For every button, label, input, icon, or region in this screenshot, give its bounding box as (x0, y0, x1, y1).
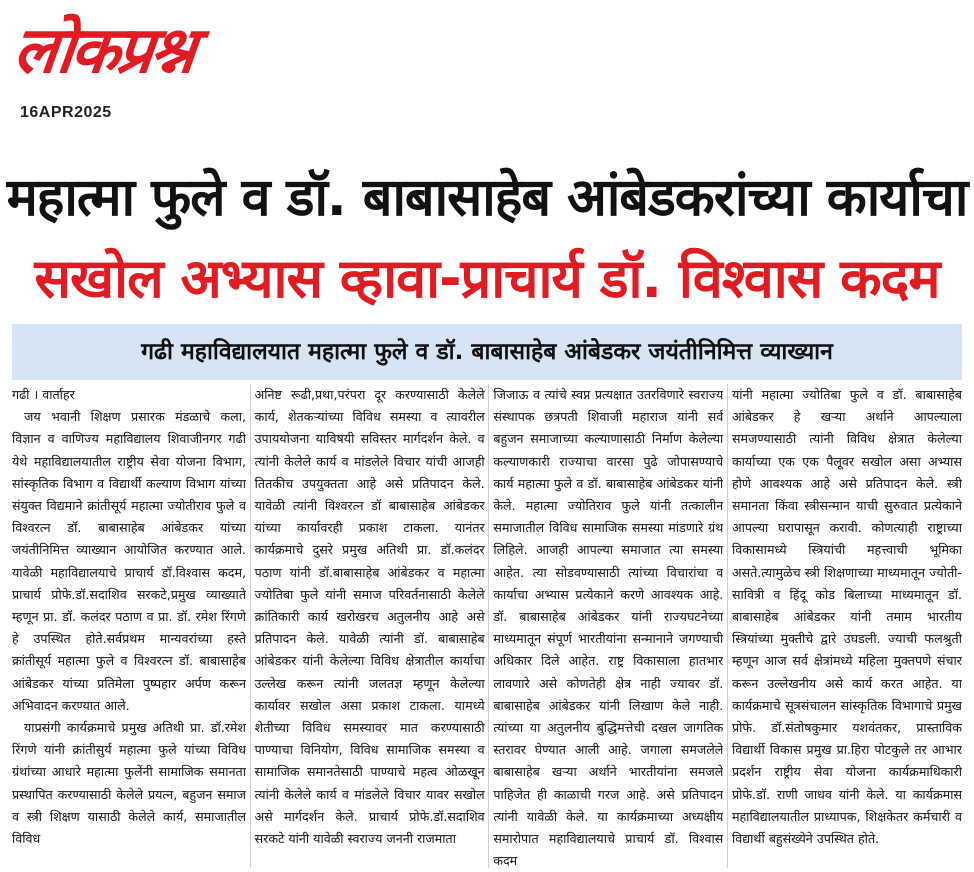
article-column-2 (250, 384, 485, 868)
article-body (12, 384, 962, 868)
article-paragraph: अनिष्ट रूढी,प्रथा,परंपरा दूर करण्यासाठी केलेले कार्य, शेतकऱ्यांच्या विविध समस्या व त्यावरील उपाययोजना याविषयी सविस्तर मार्गदर्शन केले. व त्यांनी केलेले कार्य व मांडलेले विचार यांची आजही तितकीच उपयुक्तता आहे असे प्रतिपादन केले. यावेळी त्यांनी विश्वरत्न डॉ बाबासाहेब आंबेडकर यांच्या कार्यावरही प्रकाश टाकला. यानंतर कार्यक्रमाचे दुसरे प्रमुख अतिथी प्रा. डॉ.कलंदर पठाण यांनी डॉ.बाबासाहेब आंबेडकर व महात्मा ज्योतिबा फुले यांनी समाज परिवर्तनासाठी केलेले क्रांतिकारी कार्य खरोखरच अतुलनीय आहे असे प्रतिपादन केले. यावेळी त्यांनी डॉ. बाबासाहेब आंबेडकर यांनी केलेल्या विविध क्षेत्रातील कार्याचा उल्लेख करून त्यांनी जलतज्ञ म्हणून केलेल्या कार्यावर सखोल असा प्रकाश टाकला. यामध्ये शेतीच्या विविध समस्यावर मात करण्यासाठी पाण्याचा विनियोग, विविध सामाजिक समस्या व सामाजिक समानतेसाठी पाण्याचे महत्व ओळखून त्यांनी केलेले कार्य व मांडलेले विचार यावर सखोल असे मार्गदर्शन केले. प्राचार्य प्रोफे.डॉ.सदाशिव सरकटे यांनी यावेळी स्वराज्य जननी राजमाता (254, 387, 485, 847)
dateline: गढी । वार्ताहर (12, 387, 75, 402)
newspaper-logo: लोकप्रश्न (10, 14, 197, 88)
headline-line-1: महात्मा फुले व डॉ. बाबासाहेब आंबेडकरांच्या कार्याचा (6, 168, 968, 228)
article-paragraph: जय भवानी शिक्षण प्रसारक मंडळाचे कला, विज्ञान व वाणिज्य महाविद्यालय शिवाजीनगर गढी येथे महाविद्यालयातील राष्ट्रीय सेवा योजना विभाग, सांस्कृतिक विभाग व विद्यार्थी कल्याण विभाग यांच्या संयुक्त विद्यमाने क्रांतीसूर्य महात्मा ज्योतीराव फुले व विश्वरत्न डॉ. बाबासाहेब आंबेडकर यांच्या जयंतीनिमित्त व्याख्यान आयोजित करण्यात आले. यावेळी महाविद्यालयाचे प्राचार्य डॉ.विश्वास कदम, प्राचार्य प्रोफे.डॉ.सदाशिव सरकटे,प्रमुख व्याख्याते म्हणून प्रा. डॉ. कलंदर पठाण व प्रा. डॉ. रमेश रिंगणे हे उपस्थित होते.सर्वप्रथम मान्यवरांच्या हस्ते क्रांतीसूर्य महात्मा फुले व विश्वरत्न डॉ. बाबासाहेब आंबेडकर यांच्या प्रतिमेला पुष्पहार अर्पण करून अभिवादन करण्यात आले. (12, 409, 246, 713)
article-column-3 (488, 384, 723, 868)
headline-line-2: सखोल अभ्यास व्हावा-प्राचार्य डॉ. विश्वास कदम (34, 247, 940, 310)
subheadline: गढी महाविद्यालयात महात्मा फुले व डॉ. बाबासाहेब आंबेडकर जयंतीनिमित्त व्याख्यान (12, 324, 962, 380)
article-column-1 (12, 384, 246, 868)
article-column-4 (727, 384, 962, 868)
edition-date: 16APR2025 (20, 104, 112, 121)
article-paragraph: यांनी महात्मा ज्योतिबा फुले व डॉ. बाबासाहेब आंबेडकर हे खऱ्या अर्थाने आपल्याला समजण्यासाठी त्यांनी विविध क्षेत्रात केलेल्या कार्याच्या एक एक पैलूवर सखोल असा अभ्यास होणे आवश्यक आहे असे प्रतिपादन केले. स्त्री समानता किंवा स्त्रीसन्मान याची सुरुवात प्रत्येकाने आपल्या घरापासून करावी. कोणत्याही राष्ट्राच्या विकासामध्ये स्त्रियांची महत्त्वाची भूमिका असते.त्यामुळेच स्त्री शिक्षणाच्या माध्यमातून ज्योती-सावित्री व हिंदू कोड बिलाच्या माध्यमातून डॉ. बाबासाहेब आंबेडकर यांनी तमाम भारतीय स्त्रियांच्या मुक्तीचे द्वारे उघडली. ज्याची फलश्रुती म्हणून आज सर्व क्षेत्रांमध्ये महिला मुक्तपणे संचार करून उल्लेखनीय असे कार्य करत आहेत. या कार्यक्रमाचे सूत्रसंचालन सांस्कृतिक विभागाचे प्रमुख प्रोफे. डॉ.संतोषकुमार यशवंतकर, प्रास्ताविक विद्यार्थी विकास प्रमुख प्रा.हिरा पोटकुले तर आभार प्रदर्शन राष्ट्रीय सेवा योजना कार्यक्रमाधिकारी प्रोफे.डॉ. राणी जाधव यांनी केले. या कार्यक्रमास महाविद्यालयातील प्राध्यापक, शिक्षकेतर कर्मचारी व विद्यार्थी बहुसंख्येने उपस्थित होते. (731, 387, 962, 847)
masthead (0, 0, 974, 130)
article-paragraph: जिजाऊ व त्यांचे स्वप्न प्रत्यक्षात उतरविणारे स्वराज्य संस्थापक छत्रपती शिवाजी महाराज यांनी सर्व बहुजन समाजाच्या कल्याणासाठी निर्माण केलेल्या कल्याणकारी राज्याचा वारसा पुढे जोपासण्याचे कार्य महात्मा फुले व डॉ. बाबासाहेब आंबेडकर यांनी केले. महात्मा ज्योतिराव फुले यांनी तत्कालीन समाजातील विविध सामाजिक समस्या मांडणारे ग्रंथ लिहिले. आजही आपल्या समाजात त्या समस्या आहेत. त्या सोडवण्यासाठी त्यांच्या विचारांचा व कार्याचा अभ्यास प्रत्येकाने करणे आवश्यक आहे. डॉ. बाबासाहेब आंबेडकर यांनी राज्यघटनेच्या माध्यमातून संपूर्ण भारतीयांना सन्मानाने जगण्याची अधिकार दिले आहेत. राष्ट्र विकासाला हातभार लावणारे असे कोणतेही क्षेत्र नाही ज्यावर डॉ. बाबासाहेब आंबेडकर यांनी लिखाण केले नाही. त्यांच्या या अतुलनीय बुद्धिमत्तेची दखल जागतिक स्तरावर घेण्यात आली आहे. जगाला समजलेले बाबासाहेब खऱ्या अर्थाने भारतीयांना समजले पाहिजेत ही काळाची गरज आहे. असे प्रतिपादन त्यांनी यावेळी केले. या कार्यक्रमाच्या अध्यक्षीय समारोपात महाविद्यालयाचे प्राचार्य डॉ. विश्वास कदम (493, 387, 724, 868)
article-paragraph: याप्रसंगी कार्यक्रमाचे प्रमुख अतिथी प्रा. डॉ.रमेश रिंगणे यांनी क्रांतीसुर्य महात्मा फुले यांच्या विविध ग्रंथांच्या आधारे महात्मा फुलेंनी सामाजिक समानता प्रस्थापित करण्यासाठी केलेले प्रयत्न, बहुजन समाज व स्त्री शिक्षण यासाठी केलेले कार्य, समाजातील विविध (12, 720, 246, 847)
